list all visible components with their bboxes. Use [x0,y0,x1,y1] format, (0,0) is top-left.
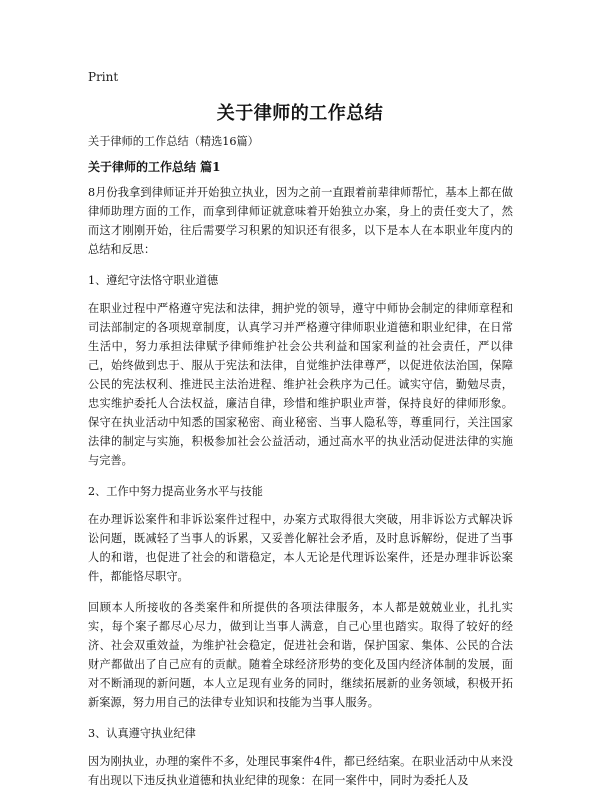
item-2-paragraph-b: 回顾本人所接收的各类案件和所提供的各项法律服务，本人都是兢兢业业，扎扎实实，每个案子都尽心尽力，做到让当事人满意，自己心里也踏实。取得了较好的经济、社会双重效益，为维护社会稳定，促进社会和谐，保护国家、集体、公民的合法财产都做出了自己应有的贡献。随着全球经济形势的变化及国内经济体制的发展，面对不断涌现的新问题，本人立足现有业务的同时，继续拓展新的业务领域，积极开拓新案源，努力用自己的法律专业知识和技能为当事人服务。 [88,601,513,709]
item-2-paragraph-a: 在办理诉讼案件和非诉讼案件过程中，办案方式取得很大突破，用非诉讼方式解决诉讼问题，既减轻了当事人的诉累，又妥善化解社会矛盾，及时息诉解纷，促进了当事人的和谐，也促进了社会的和谐稳定，本人无论是代理诉讼案件，还是办理非诉讼案件，都能恪尽职守。 [88,513,513,583]
document-body [88,132,513,802]
print-label: Print [88,70,119,84]
item-3-heading: 3、认真遵守执业纪律 [88,727,196,740]
item-1-paragraph: 在职业过程中严格遵守宪法和法律，拥护党的领导，遵守中师协会制定的律师章程和司法部制定的各项规章制度，认真学习并严格遵守律师职业道德和职业纪律，在日常生活中，努力承担法律赋予律师维护社会公共利益和国家利益的社会责任，严以律己，始终做到忠于、服从于宪法和法律，自觉维护法律尊严，以促进依法治国，保障公民的宪法权利、推进民主法治进程、维护社会秩序为己任。诚实守信，勤勉尽责，忠实维护委托人合法权益，廉洁自律，珍惜和维护职业声誉，保持良好的律师形象。保守在执业活动中知悉的国家秘密、商业秘密、当事人隐私等，尊重同行，关注国家法律的制定与实施，积极参加社会公益活动，通过高水平的执业活动促进法律的实施与完善。 [88,302,513,467]
item-2-heading: 2、工作中努力提高业务水平与技能 [88,485,263,498]
intro-paragraph: 8月份我拿到律师证并开始独立执业，因为之前一直跟着前辈律师帮忙，基本上都在做律师助理方面的工作，而拿到律师证就意味着开始独立办案，身上的责任变大了，然而这才刚刚开始，往后需要学习积累的知识还有很多，以下是本人在本职业年度内的总结和反思： [88,186,513,256]
item-1-heading: 1、遵纪守法恪守职业道德 [88,274,219,287]
document-title: 关于律师的工作总结 [216,103,384,124]
item-3-paragraph: 因为刚执业，办理的案件不多，处理民事案件4件，都已经结案。在职业活动中从来没有出现以下违反执业道德和执业纪律的现象：在同一案件中，同时为委托人及 [88,755,513,787]
document-subtitle: 关于律师的工作总结（精选16篇） [88,135,259,148]
section-heading: 关于律师的工作总结 篇1 [88,160,221,174]
